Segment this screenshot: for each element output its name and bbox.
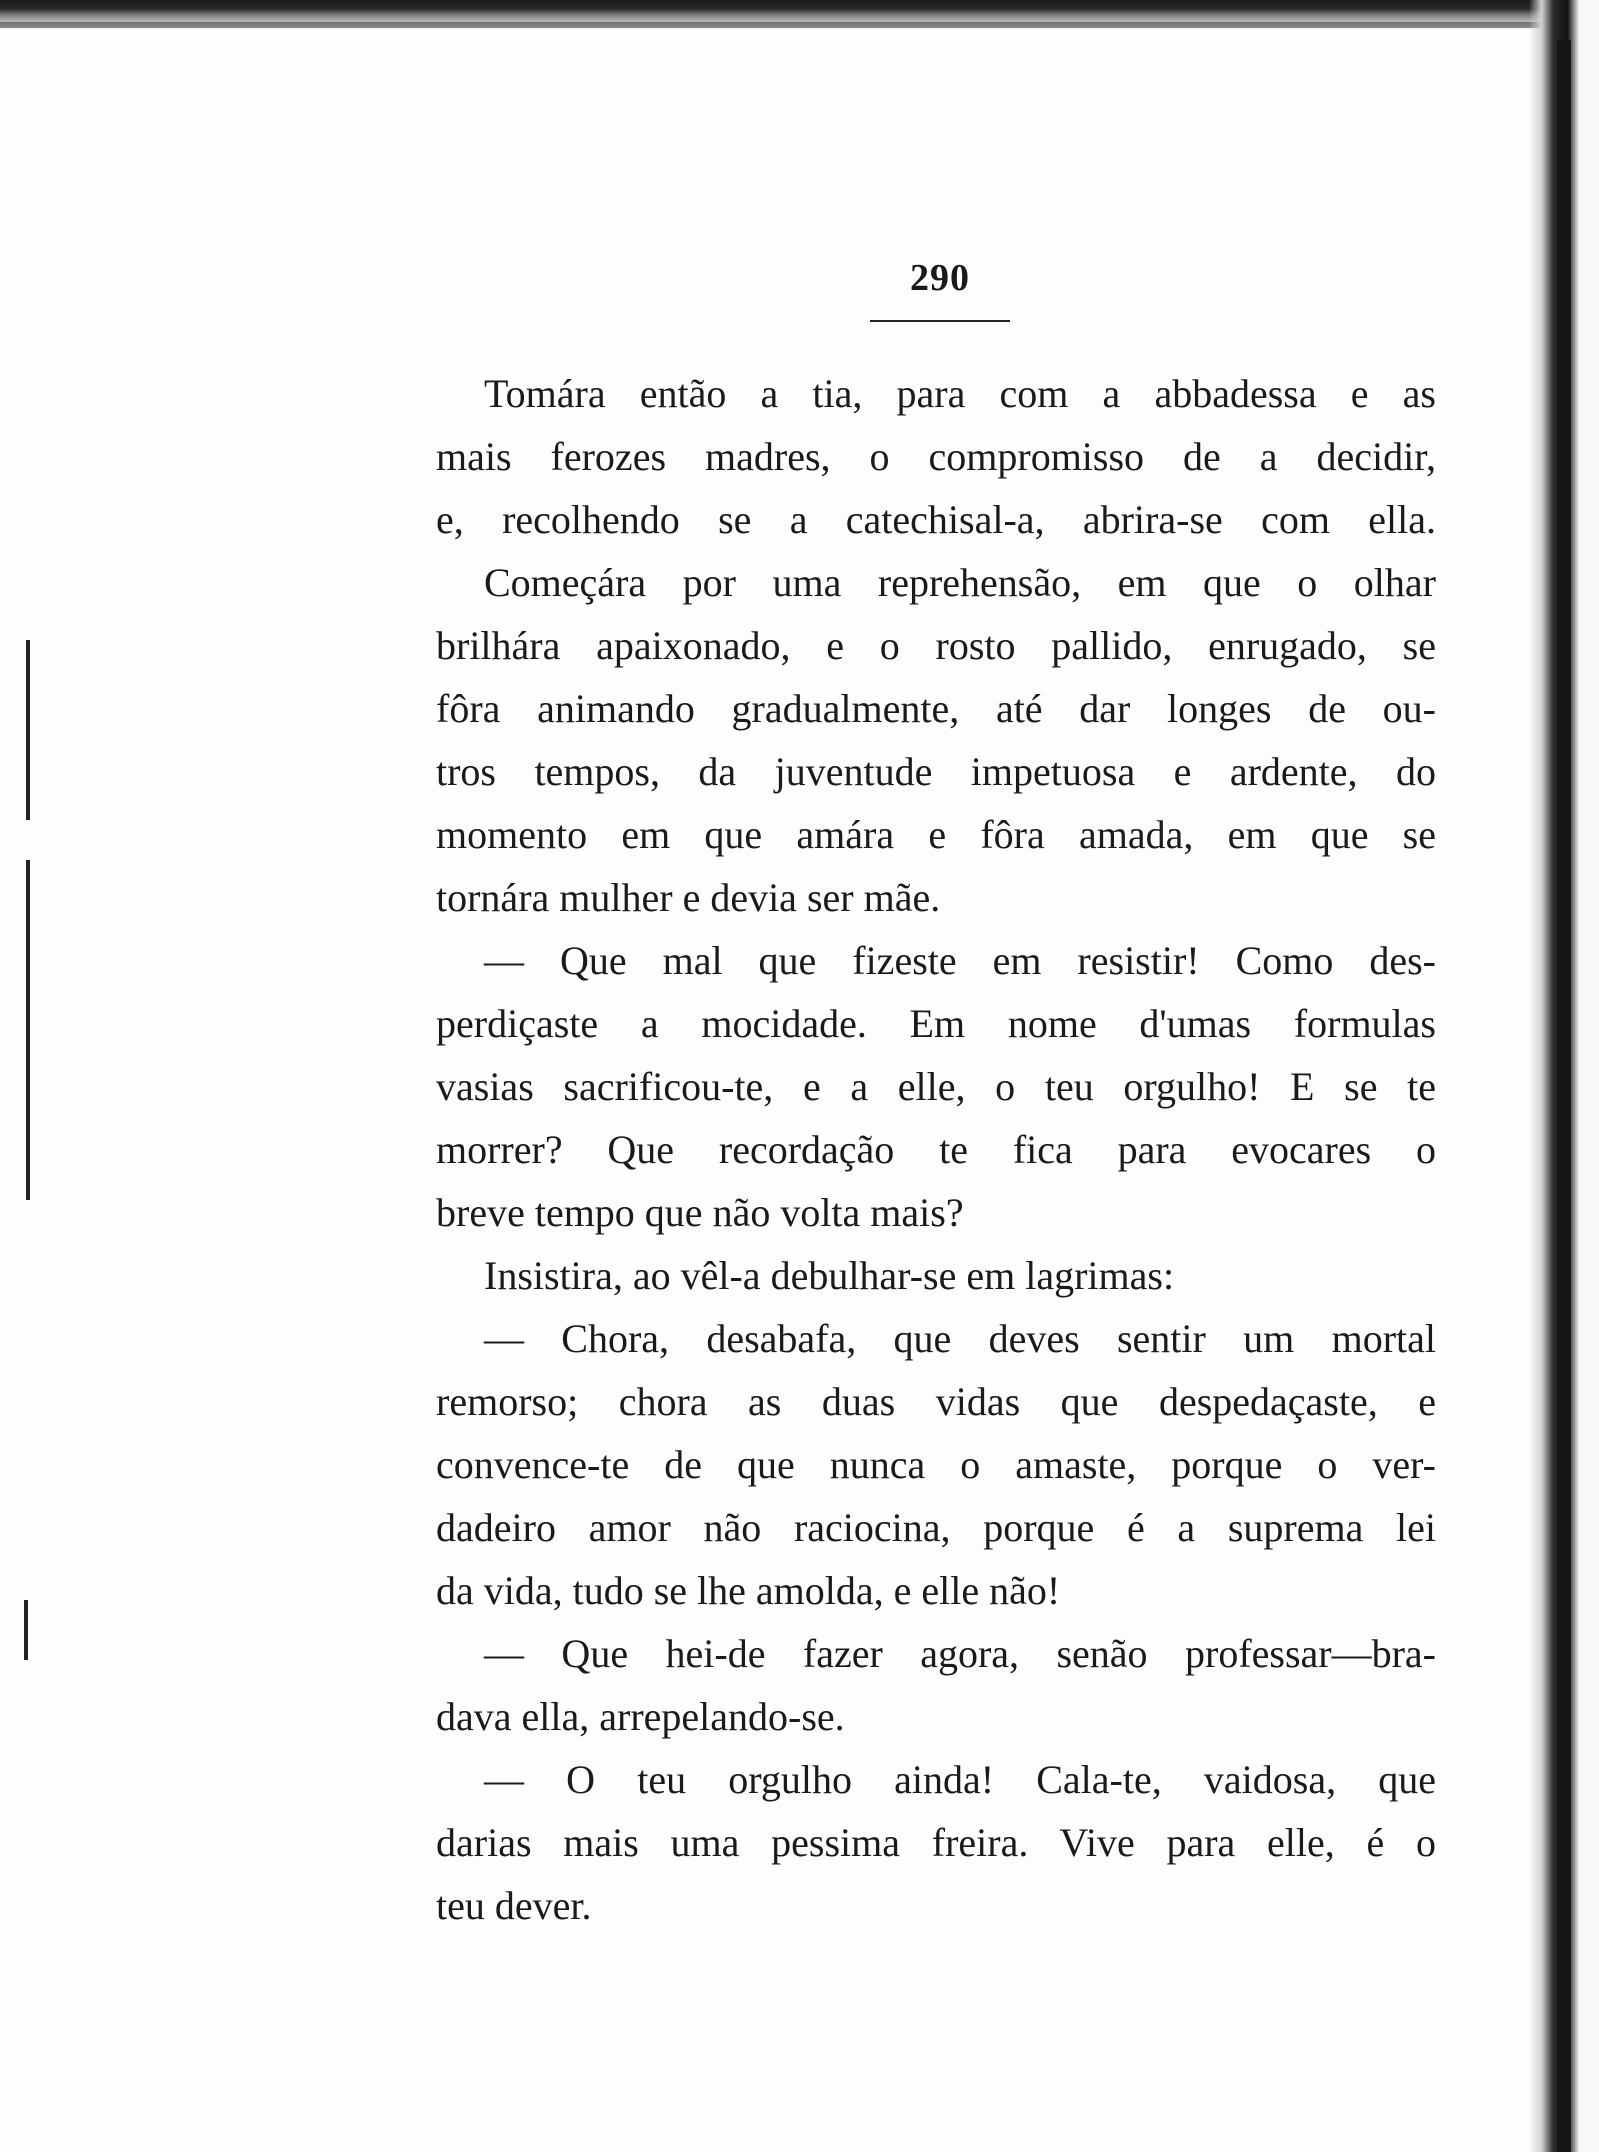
text-line: brilhára apaixonado, e o rosto pallido, enrugado, se [436, 623, 1436, 668]
scan-mark-left-3 [24, 1600, 28, 1660]
text-line: Tomára então a tia, para com a abbadessa e as [484, 371, 1436, 416]
text-line: mais ferozes madres, o compromisso de a decidir, [436, 434, 1436, 479]
text-line: morrer? Que recordação te fica para evocares o [436, 1127, 1436, 1172]
text-line: remorso; chora as duas vidas que despedaçaste, e [436, 1379, 1436, 1424]
text-line: tornára mulher e devia ser mãe. [436, 875, 941, 920]
text-line: dava ella, arrepelando-se. [436, 1694, 845, 1739]
text-line: da vida, tudo se lhe amolda, e elle não! [436, 1568, 1061, 1613]
text-line: — Que mal que fizeste em resistir! Como des- [484, 938, 1436, 983]
text-line: Insistira, ao vêl-a debulhar-se em lagrimas: [484, 1253, 1175, 1298]
text-line: — Chora, desabafa, que deves sentir um mortal [484, 1316, 1436, 1361]
text-line: dadeiro amor não raciocina, porque é a suprema lei [436, 1505, 1436, 1550]
scan-edge-top-line [0, 22, 1599, 28]
text-line: Começára por uma reprehensão, em que o olhar [484, 560, 1436, 605]
text-line: perdiçaste a mocidade. Em nome d'umas formulas [436, 1001, 1436, 1046]
text-line: — O teu orgulho ainda! Cala-te, vaidosa, que [484, 1757, 1436, 1802]
page-number: 290 [910, 257, 970, 299]
text-line: fôra animando gradualmente, até dar longes de ou- [436, 686, 1436, 731]
text-line: tros tempos, da juventude impetuosa e ardente, do [436, 749, 1436, 794]
text-line: breve tempo que não volta mais? [436, 1190, 964, 1235]
text-line: momento em que amára e fôra amada, em que se [436, 812, 1436, 857]
header-rule [870, 320, 1010, 322]
scan-mark-left-2 [26, 860, 30, 1200]
text-line: — Que hei-de fazer agora, senão professar—bra- [484, 1631, 1436, 1676]
text-line: e, recolhendo se a catechisal-a, abrira-se com ella. [436, 497, 1436, 542]
text-line: teu dever. [436, 1883, 592, 1928]
scan-edge-right-bar [1557, 40, 1571, 2152]
scan-mark-left-1 [26, 640, 30, 820]
text-line: vasias sacrificou-te, e a elle, o teu orgulho! E se te [436, 1064, 1436, 1109]
body-text [436, 362, 1436, 1937]
text-line: darias mais uma pessima freira. Vive para elle, é o [436, 1820, 1436, 1865]
text-line: convence-te de que nunca o amaste, porque o ver- [436, 1442, 1436, 1487]
